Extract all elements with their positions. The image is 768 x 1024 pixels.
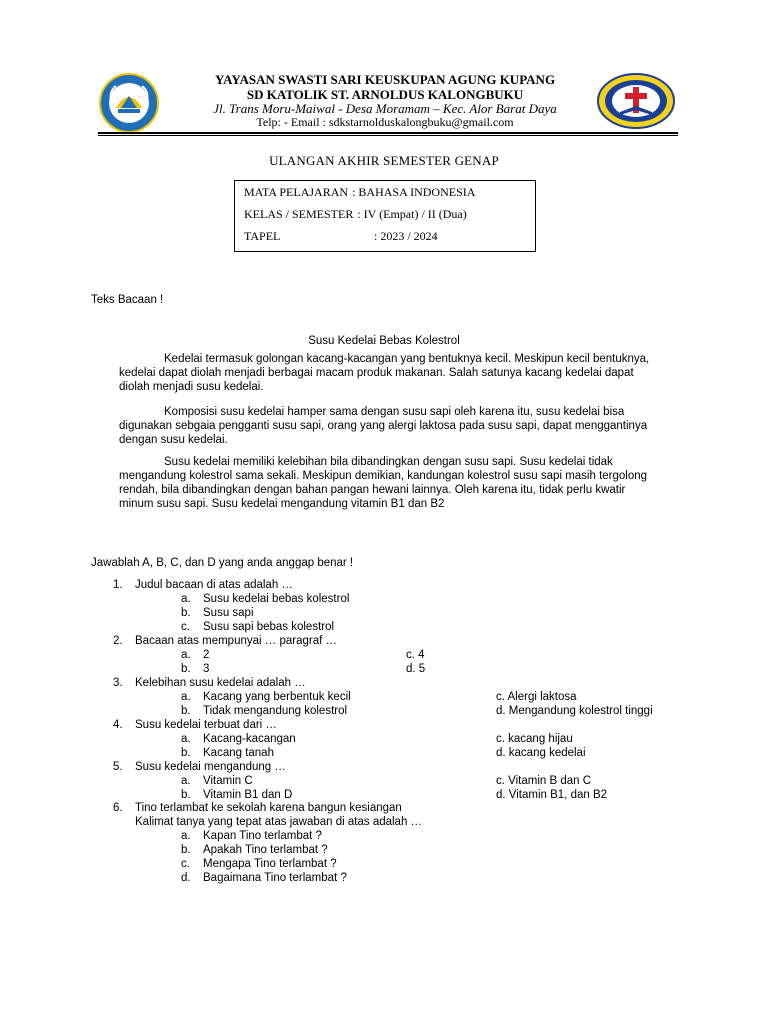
option-text: Susu sapi bebas kolestrol xyxy=(203,621,335,633)
option-text: Mengapa Tino terlambat ? xyxy=(203,858,337,870)
year-label: TAPEL xyxy=(244,229,281,243)
question-text: Kelebihan susu kedelai adalah … xyxy=(135,677,306,689)
school-contact: Telp: - Email : sdkstarnolduskalongbuku@gmail.com xyxy=(256,115,514,129)
question-number: 1. xyxy=(113,579,123,591)
school-name: SD KATOLIK ST. ARNOLDUS KALONGBUKU xyxy=(246,87,524,102)
option-letter: b. xyxy=(181,789,191,801)
option-text: Vitamin B1 dan D xyxy=(203,789,293,801)
option-text: Susu kedelai bebas kolestrol xyxy=(203,593,350,605)
tut-wuri-handayani-logo xyxy=(98,72,160,134)
option-c: c. Alergi laktosa xyxy=(496,691,577,703)
foundation-name: YAYASAN SWASTI SARI KEUSKUPAN AGUNG KUPANG xyxy=(214,72,556,87)
question-number: 3. xyxy=(113,677,123,689)
option-d: d. kacang kedelai xyxy=(496,747,586,759)
option-text: Kacang-kacangan xyxy=(203,733,296,745)
question-number: 6. xyxy=(113,802,123,814)
option-d: d. Mengandung kolestrol tinggi xyxy=(496,705,653,717)
question-number: 2. xyxy=(113,635,123,647)
header-divider-thick xyxy=(98,132,678,134)
subject-label: MATA PELAJARAN xyxy=(244,185,349,199)
option-text: Vitamin C xyxy=(203,775,253,787)
option-text: Kacang yang berbentuk kecil xyxy=(203,691,351,703)
reading-label: Teks Bacaan ! xyxy=(91,294,164,306)
option-letter: b. xyxy=(181,844,191,856)
option-text: Tidak mengandung kolestrol xyxy=(203,705,348,717)
option-letter: b. xyxy=(181,607,191,619)
option-c: c. Vitamin B dan C xyxy=(496,775,592,787)
option-text: 2 xyxy=(203,649,210,661)
school-address: Jl. Trans Moru-Maiwal - Desa Moramam – Kec. Alor Barat Daya xyxy=(213,101,557,116)
year-value: : 2023 / 2024 xyxy=(374,229,438,243)
question-text: Kalimat tanya yang tepat atas jawaban di atas adalah … xyxy=(135,816,423,828)
exam-info-box xyxy=(234,180,536,252)
option-letter: a. xyxy=(181,649,191,661)
option-text: Kapan Tino terlambat ? xyxy=(203,830,322,842)
instruction: Jawablah A, B, C, dan D yang anda anggap benar ! xyxy=(91,557,354,569)
question-number: 4. xyxy=(113,719,123,731)
class-row xyxy=(244,206,467,222)
option-letter: c. xyxy=(181,621,190,633)
option-letter: a. xyxy=(181,733,191,745)
option-text: Bagaimana Tino terlambat ? xyxy=(203,872,347,884)
option-c: c. 4 xyxy=(406,649,425,661)
question-text: Tino terlambat ke sekolah karena bangun kesiangan xyxy=(135,802,402,814)
option-text: Susu sapi xyxy=(203,607,254,619)
question-text: Judul bacaan di atas adalah … xyxy=(135,579,293,591)
question-text: Susu kedelai mengandung … xyxy=(135,761,286,773)
subject-value: : BAHASA INDONESIA xyxy=(352,185,476,199)
question-number: 5. xyxy=(113,761,123,773)
paragraph-1: Kedelai termasuk golongan kacang-kacangan yang bentuknya kecil. Meskipun kecil bentuknya, kedelai dapat diolah menjadi berbagai macam produk makanan. Salah satunya kacang kedelai dapat diolah menjadi susu kedelai. xyxy=(119,353,650,393)
subject-row xyxy=(244,184,475,200)
class-label: KELAS / SEMESTER xyxy=(244,207,354,221)
exam-title: ULANGAN AKHIR SEMESTER GENAP xyxy=(269,153,499,168)
option-letter: a. xyxy=(181,593,191,605)
paragraph-3: Susu kedelai memiliki kelebihan bila dibandingkan dengan susu sapi. Susu kedelai tidak mengandung kolestrol sama sekali. Meskipun demikian, kandungan kolestrol susu sapi masih tergolong rendah, bila dibandingkan dengan bahan pangan hewani lainnya. Oleh karena itu, tidak perlu kwatir minum susu sapi. Susu kedelai mengandung vitamin B1 dan B2 xyxy=(119,456,648,510)
option-text: Apakah Tino terlambat ? xyxy=(203,844,328,856)
option-letter: b. xyxy=(181,705,191,717)
option-letter: a. xyxy=(181,691,191,703)
option-letter: b. xyxy=(181,747,191,759)
option-c: c. kacang hijau xyxy=(496,733,573,745)
option-letter: a. xyxy=(181,830,191,842)
question-text: Bacaan atas mempunyai … paragraf … xyxy=(135,635,337,647)
year-row xyxy=(244,228,438,244)
paragraph-2: Komposisi susu kedelai hamper sama dengan susu sapi oleh karena itu, susu kedelai bisa digunakan sebgaia pengganti susu sapi, orang yang alergi laktosa pada susu sapi, dapat menggantinya dengan susu kedelai. xyxy=(119,406,648,446)
class-value: : IV (Empat) / II (Dua) xyxy=(357,207,467,221)
story-title: Susu Kedelai Bebas Kolestrol xyxy=(308,335,460,347)
option-letter: c. xyxy=(181,858,190,870)
option-text: 3 xyxy=(203,663,210,675)
question-text: Susu kedelai terbuat dari … xyxy=(135,719,277,731)
option-letter: b. xyxy=(181,663,191,675)
option-d: d. Vitamin B1, dan B2 xyxy=(496,789,608,801)
option-text: Kacang tanah xyxy=(203,747,274,759)
header-divider-thin xyxy=(98,135,678,136)
option-d: d. 5 xyxy=(406,663,426,675)
option-letter: d. xyxy=(181,872,191,884)
option-letter: a. xyxy=(181,775,191,787)
